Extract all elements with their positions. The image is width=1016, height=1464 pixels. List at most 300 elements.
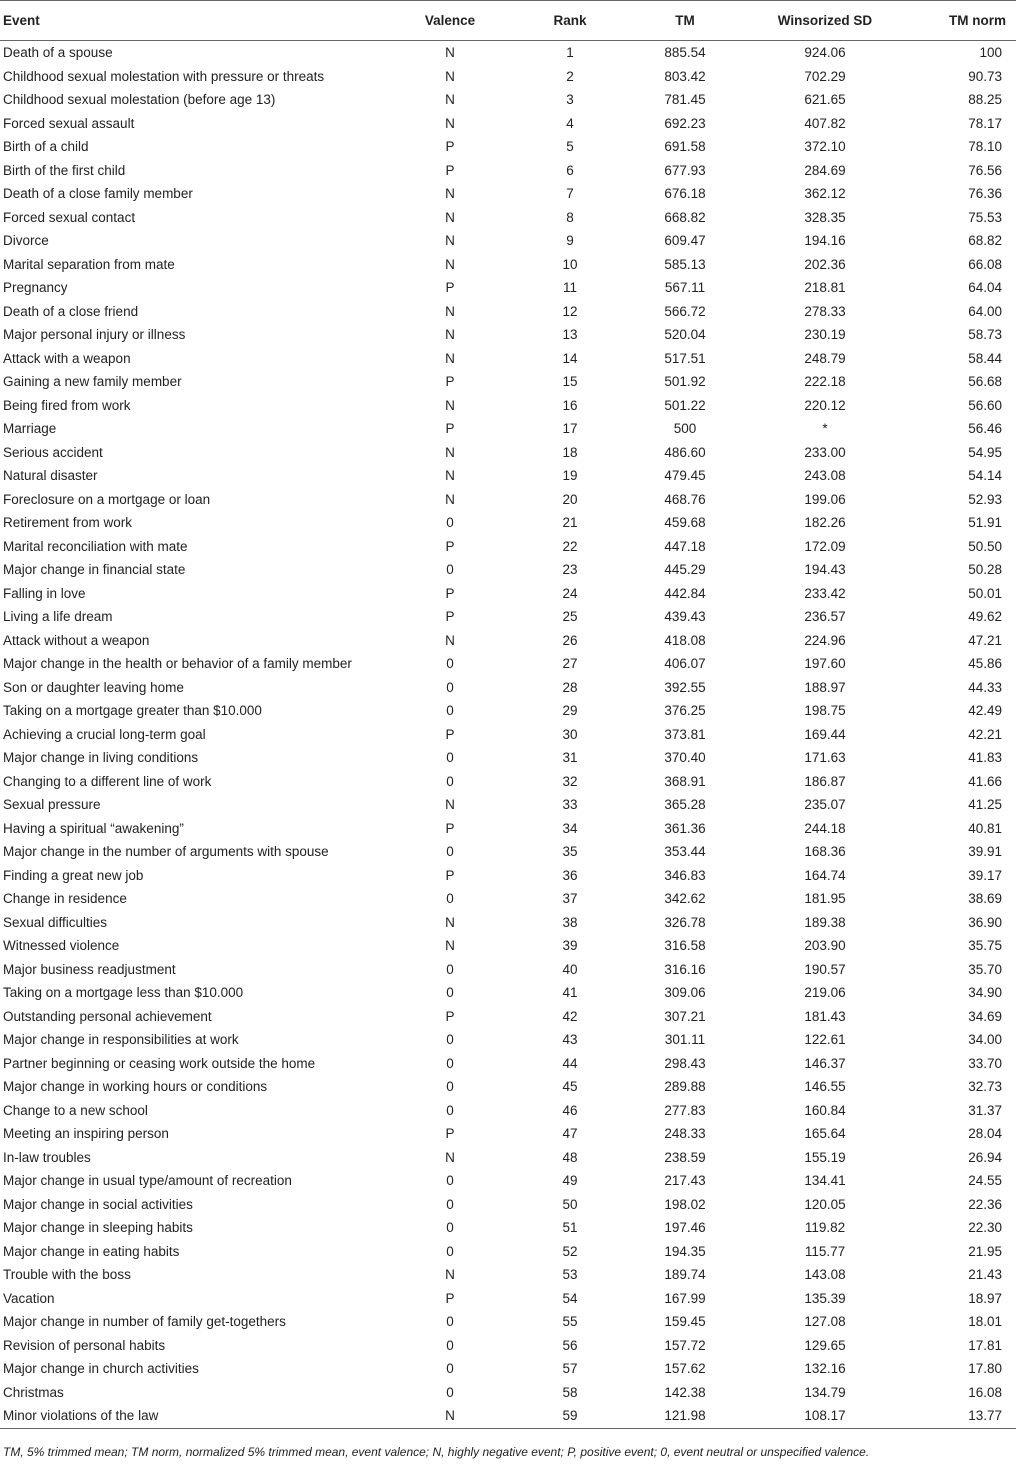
table-row [0, 911, 1016, 935]
cell-tm: 781.45 [664, 92, 706, 108]
cell-rank: 41 [562, 985, 578, 1001]
cell-event: Revision of personal habits [3, 1337, 166, 1353]
cell-event: Major business readjustment [3, 961, 176, 977]
cell-tm-norm: 54.14 [968, 468, 1002, 484]
cell-event: Changing to a different line of work [3, 773, 212, 789]
cell-valence: N [445, 938, 455, 954]
cell-rank: 40 [562, 961, 578, 977]
cell-valence: N [445, 1267, 455, 1283]
cell-winsorized-sd: 233.42 [804, 585, 846, 601]
cell-tm: 342.62 [664, 891, 706, 907]
cell-valence: P [445, 867, 455, 883]
table-row [0, 699, 1016, 723]
table-row [0, 1146, 1016, 1170]
cell-valence: N [445, 209, 455, 225]
cell-tm-norm: 32.73 [968, 1079, 1002, 1095]
table-row [0, 1263, 1016, 1287]
table-row [0, 347, 1016, 371]
cell-tm-norm: 34.69 [968, 1008, 1002, 1024]
cell-tm-norm: 36.90 [968, 914, 1002, 930]
cell-event: Change in residence [3, 891, 127, 907]
cell-winsorized-sd: 155.19 [804, 1149, 846, 1165]
cell-tm: 277.83 [664, 1102, 706, 1118]
cell-tm-norm: 18.01 [968, 1314, 1002, 1330]
cell-valence: 0 [446, 1314, 454, 1330]
cell-valence: N [445, 1149, 455, 1165]
header-rank: Rank [510, 1, 630, 41]
header-tm-norm: TM norm [910, 1, 1016, 41]
cell-rank: 20 [562, 491, 578, 507]
cell-event: Natural disaster [3, 468, 98, 484]
cell-winsorized-sd: 233.00 [804, 444, 846, 460]
cell-tm-norm: 35.75 [968, 938, 1002, 954]
cell-tm: 326.78 [664, 914, 706, 930]
table-row [0, 464, 1016, 488]
cell-tm-norm: 17.81 [968, 1337, 1002, 1353]
cell-tm: 517.51 [664, 350, 706, 366]
table-row [0, 41, 1016, 65]
cell-rank: 23 [562, 562, 578, 578]
cell-tm-norm: 47.21 [968, 632, 1002, 648]
table-row [0, 511, 1016, 535]
cell-tm-norm: 50.01 [968, 585, 1002, 601]
cell-rank: 28 [562, 679, 578, 695]
cell-valence: 0 [446, 1079, 454, 1095]
cell-valence: N [445, 256, 455, 272]
cell-event: Major change in the number of arguments with spouse [3, 844, 329, 860]
table-row [0, 1122, 1016, 1146]
cell-valence: 0 [446, 1032, 454, 1048]
table-row [0, 394, 1016, 418]
cell-tm: 439.43 [664, 609, 706, 625]
table-row [0, 1028, 1016, 1052]
cell-rank: 22 [562, 538, 578, 554]
cell-tm: 159.45 [664, 1314, 706, 1330]
cell-rank: 36 [562, 867, 578, 883]
cell-winsorized-sd: 181.43 [804, 1008, 846, 1024]
cell-rank: 42 [562, 1008, 578, 1024]
cell-valence: 0 [446, 562, 454, 578]
cell-tm-norm: 49.62 [968, 609, 1002, 625]
cell-event: Meeting an inspiring person [3, 1126, 169, 1142]
cell-tm-norm: 50.28 [968, 562, 1002, 578]
cell-tm-norm: 18.97 [968, 1290, 1002, 1306]
cell-event: Major change in financial state [3, 562, 186, 578]
cell-tm: 692.23 [664, 115, 706, 131]
cell-tm-norm: 33.70 [968, 1055, 1002, 1071]
cell-winsorized-sd: 108.17 [740, 1404, 910, 1428]
table-row [0, 1193, 1016, 1217]
cell-tm: 447.18 [664, 538, 706, 554]
table-row [0, 864, 1016, 888]
cell-tm: 121.98 [630, 1404, 740, 1428]
cell-rank: 2 [566, 68, 574, 84]
cell-event: Marital reconciliation with mate [3, 538, 188, 554]
table-row [0, 840, 1016, 864]
cell-rank: 27 [562, 656, 578, 672]
cell-valence: N [445, 92, 455, 108]
cell-tm-norm: 17.80 [968, 1361, 1002, 1377]
cell-winsorized-sd: 127.08 [804, 1314, 846, 1330]
cell-valence: 0 [446, 703, 454, 719]
cell-tm-norm: 40.81 [968, 820, 1002, 836]
cell-tm-norm: 39.91 [968, 844, 1002, 860]
cell-rank: 26 [562, 632, 578, 648]
table-row [0, 112, 1016, 136]
cell-valence: P [445, 1290, 455, 1306]
cell-rank: 39 [562, 938, 578, 954]
table-row [0, 1075, 1016, 1099]
cell-winsorized-sd: 248.79 [804, 350, 846, 366]
cell-rank: 54 [562, 1290, 578, 1306]
cell-event: Taking on a mortgage less than $10.000 [3, 985, 244, 1001]
table-row [0, 1404, 1016, 1428]
cell-event: Gaining a new family member [3, 374, 182, 390]
cell-tm: 194.35 [664, 1243, 706, 1259]
cell-winsorized-sd: 230.19 [804, 327, 846, 343]
cell-winsorized-sd: 119.82 [804, 1220, 846, 1236]
cell-tm-norm: 76.56 [968, 162, 1002, 178]
cell-winsorized-sd: 284.69 [804, 162, 846, 178]
cell-rank: 31 [562, 750, 578, 766]
cell-winsorized-sd: 120.05 [804, 1196, 846, 1212]
cell-tm: 486.60 [664, 444, 706, 460]
cell-tm-norm: 41.25 [968, 797, 1002, 813]
cell-tm: 520.04 [664, 327, 706, 343]
cell-winsorized-sd: 202.36 [804, 256, 846, 272]
cell-valence: 0 [446, 1102, 454, 1118]
cell-event: Partner beginning or ceasing work outside the home [3, 1055, 316, 1071]
cell-tm-norm: 58.73 [968, 327, 1002, 343]
cell-tm-norm: 90.73 [968, 68, 1002, 84]
cell-rank: 10 [562, 256, 578, 272]
table-row [0, 676, 1016, 700]
cell-valence: N [445, 632, 455, 648]
cell-tm-norm: 56.46 [968, 421, 1002, 437]
cell-event: Death of a close friend [3, 303, 139, 319]
cell-tm: 376.25 [664, 703, 706, 719]
cell-rank: 30 [562, 726, 578, 742]
cell-winsorized-sd: 243.08 [804, 468, 846, 484]
cell-winsorized-sd: 115.77 [804, 1243, 846, 1259]
cell-rank: 38 [562, 914, 578, 930]
cell-event: Witnessed violence [3, 938, 120, 954]
cell-tm: 676.18 [664, 186, 706, 202]
cell-winsorized-sd: 219.06 [804, 985, 846, 1001]
cell-winsorized-sd: 132.16 [804, 1361, 846, 1377]
cell-rank: 3 [566, 92, 574, 108]
cell-rank: 4 [566, 115, 574, 131]
cell-valence: P [445, 374, 455, 390]
cell-valence: 0 [446, 891, 454, 907]
cell-rank: 6 [566, 162, 574, 178]
table-row [0, 1005, 1016, 1029]
cell-valence: N [445, 444, 455, 460]
cell-valence: N [445, 303, 455, 319]
cell-valence: 0 [446, 656, 454, 672]
cell-tm-norm: 42.49 [968, 703, 1002, 719]
cell-tm: 585.13 [664, 256, 706, 272]
cell-winsorized-sd: 621.65 [804, 92, 846, 108]
cell-event: Major change in church activities [3, 1361, 199, 1377]
header-event: Event [0, 1, 390, 41]
cell-valence: 0 [446, 985, 454, 1001]
table-row [0, 793, 1016, 817]
cell-tm: 365.28 [664, 797, 706, 813]
cell-rank: 43 [562, 1032, 578, 1048]
table-row [0, 652, 1016, 676]
cell-event: Major change in responsibilities at work [3, 1032, 239, 1048]
cell-valence: 0 [446, 1361, 454, 1377]
table-row [0, 723, 1016, 747]
cell-event: Major change in sleeping habits [3, 1220, 193, 1236]
cell-tm-norm: 35.70 [968, 961, 1002, 977]
cell-event: Major change in the health or behavior of a family member [3, 656, 352, 672]
cell-rank: 57 [562, 1361, 578, 1377]
cell-valence: 0 [446, 1220, 454, 1236]
cell-valence: N [445, 350, 455, 366]
cell-tm-norm: 16.08 [968, 1384, 1002, 1400]
cell-tm: 418.08 [664, 632, 706, 648]
cell-event: Major change in number of family get-togethers [3, 1314, 286, 1330]
table-row [0, 1287, 1016, 1311]
cell-event: Taking on a mortgage greater than $10.000 [3, 703, 262, 719]
cell-tm-norm: 13.77 [910, 1404, 1016, 1428]
cell-winsorized-sd: 146.55 [804, 1079, 846, 1095]
cell-event: Marriage [3, 421, 57, 437]
cell-tm: 501.22 [664, 397, 706, 413]
cell-valence: P [445, 538, 455, 554]
cell-tm: 307.21 [664, 1008, 706, 1024]
cell-winsorized-sd: 171.63 [804, 750, 846, 766]
cell-tm-norm: 22.36 [968, 1196, 1002, 1212]
cell-valence: N [445, 797, 455, 813]
cell-tm: 142.38 [664, 1384, 706, 1400]
cell-event: Birth of the first child [3, 162, 126, 178]
cell-tm: 406.07 [664, 656, 706, 672]
cell-winsorized-sd: 190.57 [804, 961, 846, 977]
cell-valence: N [445, 186, 455, 202]
cell-rank: 29 [562, 703, 578, 719]
cell-winsorized-sd: 172.09 [804, 538, 846, 554]
cell-rank: 56 [562, 1337, 578, 1353]
cell-event: Marital separation from mate [3, 256, 175, 272]
table-row [0, 1099, 1016, 1123]
cell-winsorized-sd: 224.96 [804, 632, 846, 648]
cell-tm-norm: 51.91 [968, 515, 1002, 531]
header-tm: TM [630, 1, 740, 41]
cell-winsorized-sd: 328.35 [804, 209, 846, 225]
cell-tm: 353.44 [664, 844, 706, 860]
table-row [0, 135, 1016, 159]
cell-rank: 7 [566, 186, 574, 202]
cell-event: Serious accident [3, 444, 103, 460]
cell-tm: 691.58 [664, 139, 706, 155]
cell-winsorized-sd: 702.29 [804, 68, 846, 84]
cell-rank: 16 [562, 397, 578, 413]
table-row [0, 370, 1016, 394]
cell-rank: 5 [566, 139, 574, 155]
cell-tm-norm: 26.94 [968, 1149, 1002, 1165]
table-row [0, 981, 1016, 1005]
cell-event: Vacation [3, 1290, 55, 1306]
cell-event: Sexual difficulties [3, 914, 108, 930]
cell-tm-norm: 39.17 [968, 867, 1002, 883]
cell-event: Major change in eating habits [3, 1243, 180, 1259]
table-row [0, 300, 1016, 324]
cell-tm-norm: 56.68 [968, 374, 1002, 390]
cell-valence: 0 [446, 773, 454, 789]
cell-tm: 298.43 [664, 1055, 706, 1071]
table-row [0, 65, 1016, 89]
cell-rank: 33 [562, 797, 578, 813]
cell-event: Christmas [3, 1384, 64, 1400]
table-row [0, 182, 1016, 206]
cell-winsorized-sd: 199.06 [804, 491, 846, 507]
cell-valence: N [445, 68, 455, 84]
cell-event: Major change in usual type/amount of recreation [3, 1173, 292, 1189]
cell-tm: 468.76 [664, 491, 706, 507]
cell-tm-norm: 50.50 [968, 538, 1002, 554]
table-row [0, 206, 1016, 230]
cell-event: Major change in social activities [3, 1196, 193, 1212]
cell-valence: N [445, 327, 455, 343]
cell-tm-norm: 100 [979, 45, 1002, 61]
cell-tm-norm: 42.21 [968, 726, 1002, 742]
cell-winsorized-sd: 244.18 [804, 820, 846, 836]
cell-valence: 0 [446, 1173, 454, 1189]
cell-rank: 19 [562, 468, 578, 484]
cell-tm-norm: 41.83 [968, 750, 1002, 766]
cell-valence: P [445, 820, 455, 836]
cell-tm: 198.02 [664, 1196, 706, 1212]
cell-valence: N [445, 468, 455, 484]
cell-valence: 0 [446, 1055, 454, 1071]
cell-winsorized-sd: 182.26 [804, 515, 846, 531]
cell-rank: 32 [562, 773, 578, 789]
cell-tm: 189.74 [664, 1267, 706, 1283]
cell-tm: 289.88 [664, 1079, 706, 1095]
cell-winsorized-sd: 160.84 [804, 1102, 846, 1118]
cell-rank: 47 [562, 1126, 578, 1142]
cell-rank: 50 [562, 1196, 578, 1212]
table-row [0, 1381, 1016, 1405]
cell-rank: 12 [562, 303, 578, 319]
cell-tm: 248.33 [664, 1126, 706, 1142]
cell-event: Major change in working hours or conditions [3, 1079, 268, 1095]
cell-rank: 49 [562, 1173, 578, 1189]
cell-event: Forced sexual contact [3, 209, 136, 225]
cell-tm-norm: 21.43 [968, 1267, 1002, 1283]
cell-rank: 46 [562, 1102, 578, 1118]
cell-tm: 445.29 [664, 562, 706, 578]
cell-rank: 37 [562, 891, 578, 907]
cell-valence: 0 [446, 961, 454, 977]
cell-event: Death of a close family member [3, 186, 193, 202]
cell-rank: 51 [562, 1220, 578, 1236]
header-valence: Valence [390, 1, 510, 41]
table-row [0, 88, 1016, 112]
cell-winsorized-sd: 194.16 [804, 233, 846, 249]
cell-tm: 500 [673, 421, 697, 437]
cell-tm: 301.11 [664, 1032, 706, 1048]
cell-rank: 17 [562, 421, 578, 437]
cell-valence: P [445, 280, 455, 296]
cell-event: Foreclosure on a mortgage or loan [3, 491, 211, 507]
cell-winsorized-sd: 122.61 [804, 1032, 846, 1048]
cell-valence: N [445, 45, 455, 61]
cell-valence: 0 [446, 1196, 454, 1212]
cell-winsorized-sd: 236.57 [804, 609, 846, 625]
table-row [0, 605, 1016, 629]
cell-rank: 8 [566, 209, 574, 225]
cell-winsorized-sd: 165.64 [804, 1126, 846, 1142]
cell-tm: 157.62 [664, 1361, 706, 1377]
cell-event: Retirement from work [3, 515, 133, 531]
table-row [0, 276, 1016, 300]
cell-valence: N [445, 397, 455, 413]
cell-event: Outstanding personal achievement [3, 1008, 212, 1024]
cell-tm: 157.72 [664, 1337, 706, 1353]
cell-valence: 0 [446, 1337, 454, 1353]
cell-valence: 0 [446, 1243, 454, 1259]
cell-tm-norm: 31.37 [968, 1102, 1002, 1118]
cell-tm: 197.46 [664, 1220, 706, 1236]
cell-rank: 21 [562, 515, 578, 531]
cell-tm-norm: 22.30 [968, 1220, 1002, 1236]
cell-valence: 0 [446, 515, 454, 531]
table-row [0, 558, 1016, 582]
table-row [0, 441, 1016, 465]
cell-rank: 13 [562, 327, 578, 343]
table-footnote: TM, 5% trimmed mean; TM norm, normalized 5% trimmed mean, event valence; N, highly negative event; P, positive event; 0, event neutral or unspecified valence. [3, 1445, 870, 1459]
cell-tm: 316.16 [664, 961, 706, 977]
cell-valence: P [445, 726, 455, 742]
cell-winsorized-sd: 164.74 [804, 867, 846, 883]
cell-tm: 238.59 [664, 1149, 706, 1165]
cell-valence: P [445, 1126, 455, 1142]
cell-tm-norm: 56.60 [968, 397, 1002, 413]
cell-winsorized-sd: 188.97 [804, 679, 846, 695]
cell-winsorized-sd: 198.75 [804, 703, 846, 719]
cell-rank: 1 [566, 45, 574, 61]
cell-valence: N [390, 1404, 510, 1428]
cell-winsorized-sd: 194.43 [804, 562, 846, 578]
cell-winsorized-sd: 135.39 [804, 1290, 846, 1306]
cell-winsorized-sd: 181.95 [804, 891, 846, 907]
table-row [0, 159, 1016, 183]
cell-rank: 59 [510, 1404, 630, 1428]
cell-valence: P [445, 609, 455, 625]
table-row [0, 958, 1016, 982]
cell-event: Achieving a crucial long-term goal [3, 726, 206, 742]
cell-rank: 53 [562, 1267, 578, 1283]
cell-tm: 459.68 [664, 515, 706, 531]
cell-tm: 677.93 [664, 162, 706, 178]
cell-tm: 442.84 [664, 585, 706, 601]
cell-event: Falling in love [3, 585, 86, 601]
cell-winsorized-sd: 134.41 [804, 1173, 846, 1189]
table-row [0, 229, 1016, 253]
cell-tm: 885.54 [664, 45, 706, 61]
cell-tm-norm: 45.86 [968, 656, 1002, 672]
cell-winsorized-sd: 143.08 [804, 1267, 846, 1283]
cell-event: Finding a great new job [3, 867, 144, 883]
cell-tm: 361.36 [664, 820, 706, 836]
cell-rank: 11 [562, 280, 577, 296]
cell-winsorized-sd: 372.10 [804, 139, 846, 155]
table-row [0, 582, 1016, 606]
